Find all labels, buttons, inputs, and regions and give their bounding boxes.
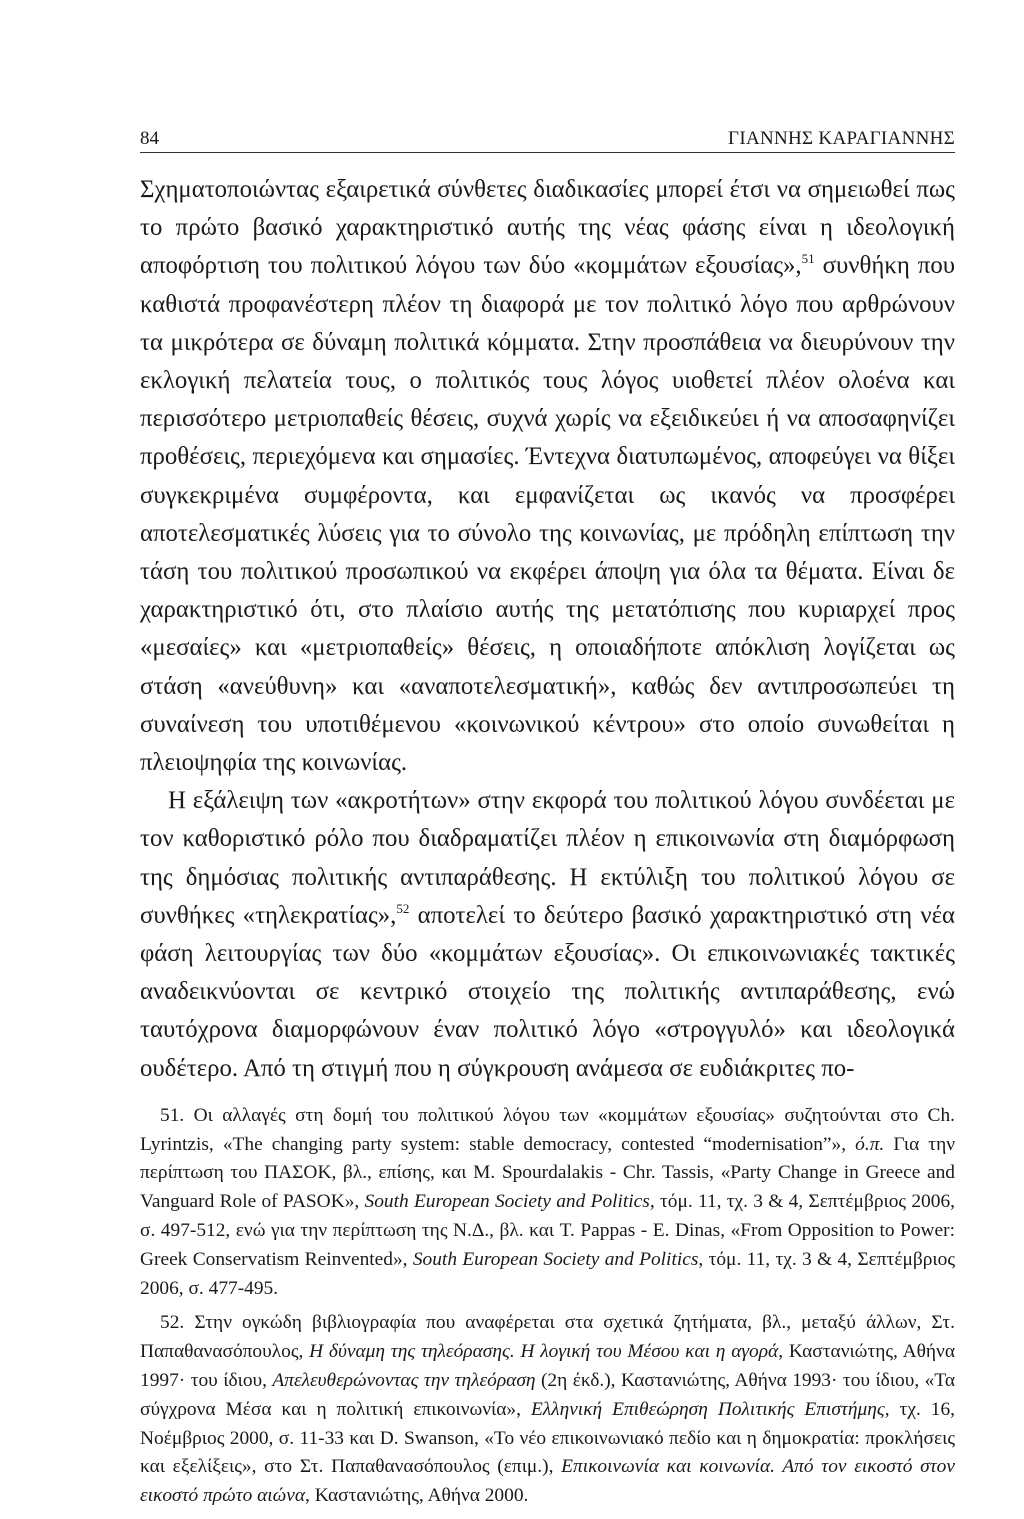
paragraph	[140, 782, 955, 1088]
paragraph-text: Σχηματοποιώντας εξαιρετικά σύνθετες διαδικασίες μπορεί έτσι να σημειωθεί πως το πρώτο βασικό χαρακτηριστικό αυτής της νέας φάσης είναι η ιδεολογική αποφόρτιση του πολιτικού λόγου των δύο «κομμάτων εξουσίας»,	[140, 176, 955, 280]
paragraph	[140, 171, 955, 782]
footnote-text: , τόμ. 11, τχ. 3 & 4, Σεπτέμβριος 2006, σ. 477-495.	[140, 1248, 956, 1299]
footnote-text: Για την περίπτωση του ΠΑΣΟΚ, βλ., επίσης, και M. Spourdalakis - Chr. Tassis, «Party Change in Greece and Vanguard Role of PASOK»,	[140, 1133, 955, 1213]
footnote-italic: Η δύναμη της τηλεόρασης. Η λογική του Μέσου και η αγορά	[309, 1341, 779, 1363]
footnote	[140, 1102, 955, 1304]
footnote-text: , τχ. 16, Νοέμβριος 2000, σ. 11-33 και D. Swanson, «Το νέο επικοινωνιακό πεδίο και η δημοκρατία: προκλήσεις και εξελίξεις», στο Στ. Παπαθανασόπουλος (επιμ.),	[140, 1398, 956, 1478]
paragraph-text: αποτελεί το δεύτερο βασικό χαρακτηριστικό στη νέα φάση λειτουργίας των δύο «κομμάτων εξουσίας». Οι επικοινωνιακές τακτικές αναδεικνύονται σε κεντρικό στοιχείο της πολιτικής αντιπαράθεσης, ενώ ταυτόχρονα διαμορφώνουν έναν πολιτικό λόγο «στρογγυλό» και ιδεολογικά ουδέτερο. Από τη στιγμή που η σύγκρουση ανάμεσα σε ευδιάκριτες πο-	[140, 901, 955, 1082]
footnote	[140, 1309, 955, 1511]
footnote-text: , Καστανιώτης, Αθήνα 1997· του ίδιου,	[140, 1341, 955, 1392]
footnote-italic: South European Society and Politics	[412, 1248, 699, 1270]
paragraph-text: συνθήκη που καθιστά προφανέστερη πλέον τη διαφορά με τον πολιτικό λόγο που αρθρώνουν τα μικρότερα σε δύναμη πολιτικά κόμματα. Στην προσπάθεια να διευρύνουν την εκλογική πελατεία τους, ο πολιτικός τους λόγος υιοθετεί πλέον ολοένα και περισσότερο μετριοπαθείς θέσεις, συχνά χωρίς να εξειδικεύει ή να αποσαφηνίζει προθέσεις, περιεχόμενα και σημασίες. Έντεχνα διατυπωμένος, αποφεύγει να θίξει συγκεκριμένα συμφέροντα, και εμφανίζεται ως ικανός να προσφέρει αποτελεσματικές λύσεις για το σύνολο της κοινωνίας, με πρόδηλη επίπτωση την τάση του πολιτικού προσωπικού να εκφέρει άποψη για όλα τα θέματα. Είναι δε χαρακτηριστικό ότι, στο πλαίσιο αυτής της μετατόπισης που κυριαρχεί προς «μεσαίες» και «μετριοπαθείς» θέσεις, η οποιαδήποτε απόκλιση λογίζεται ως στάση «ανεύθυνη» και «αναποτελεσματική», καθώς δεν αντιπροσωπεύει τη συναίνεση του υποτιθέμενου «κοινωνικού κέντρου» στο οποίο συνωθείται η πλειοψηφία της κοινωνίας.	[140, 252, 955, 777]
footnote-italic: Επικοινωνία και κοινωνία. Από τον εικοστό στον εικοστό πρώτο αιώνα	[140, 1456, 955, 1507]
footnote-italic: Ελληνική Επιθεώρηση Πολιτικής Επιστήμης	[530, 1398, 885, 1420]
footnote-italic: South European Society and Politics	[364, 1191, 650, 1213]
running-title: ΓΙΑΝΝΗΣ ΚΑΡΑΓΙΑΝΝΗΣ	[728, 128, 955, 149]
footnote-text: 51. Οι αλλαγές στη δομή του πολιτικού λόγου των «κομμάτων εξουσίας» συζητούνται στο Ch. Lyrintzis, «The changing party system: stable democracy, contested “modernisation”»,	[140, 1104, 955, 1155]
footnote-text: , Καστανιώτης, Αθήνα 2000.	[305, 1485, 529, 1507]
footnotes	[140, 1102, 955, 1511]
body-text	[140, 171, 955, 1088]
page-number: 84	[140, 128, 159, 149]
running-head	[140, 118, 955, 153]
footnote-text: (2η έκδ.), Καστανιώτης, Αθήνα 1993· του ίδιου, «Τα σύγχρονα Μέσα και η πολιτική επικοινωνία»,	[140, 1370, 955, 1420]
footnote-text: , τόμ. 11, τχ. 3 & 4, Σεπτέμβριος 2006, σ. 497-512, ενώ για την περίπτωση της Ν.Δ., βλ. και T. Pappas - E. Dinas, «From Opposition to Power: Greek Conservatism Reinvented»,	[140, 1191, 955, 1270]
book-page	[140, 118, 955, 1511]
footnote-italic: ό.π.	[855, 1133, 885, 1155]
footnote-text: 52. Στην ογκώδη βιβλιογραφία που αναφέρεται στα σχετικά ζητήματα, βλ., μεταξύ άλλων, Στ. Παπαθανασόπουλος,	[140, 1312, 955, 1363]
paragraph-text: Η εξάλειψη των «ακροτήτων» στην εκφορά του πολιτικού λόγου συνδέεται με τον καθοριστικό ρόλο που διαδραματίζει πλέον η επικοινωνία στη διαμόρφωση της δημόσιας πολιτικής αντιπαράθεσης. Η εκτύλιξη του πολιτικού λόγου σε συνθήκες «τηλεκρατίας»,	[140, 787, 955, 929]
footnote-ref: 52	[396, 900, 410, 916]
footnote-italic: Απελευθερώνοντας την τηλεόραση	[272, 1370, 536, 1392]
footnote-ref: 51	[801, 251, 815, 267]
